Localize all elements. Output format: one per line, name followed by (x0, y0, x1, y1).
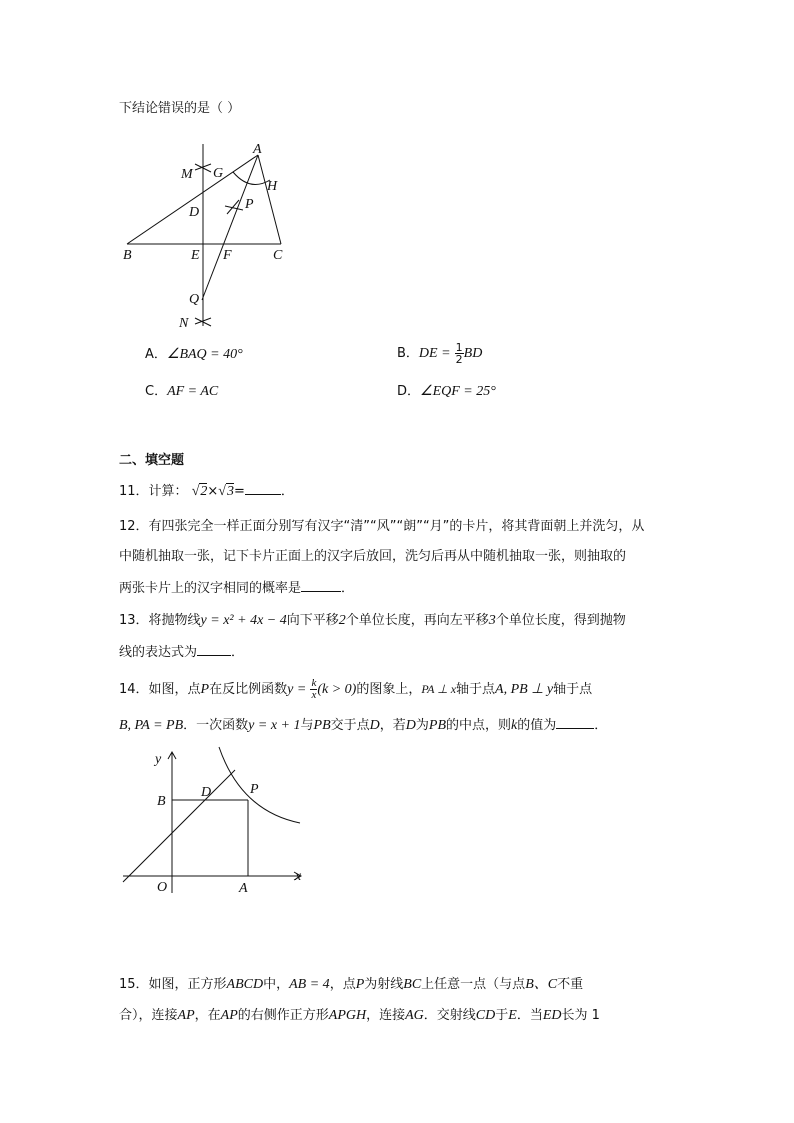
option-expr: AF = AC (167, 384, 219, 399)
label-P: P (250, 782, 259, 797)
option-expr-rhs: BD (463, 346, 483, 361)
label-F: F (223, 248, 232, 263)
answer-blank[interactable] (245, 482, 281, 495)
label-N: N (179, 316, 189, 331)
option-expr: ∠BAQ = 40° (166, 347, 243, 362)
fraction: $\frac{k}{x}$ (311, 677, 317, 701)
sqrt-3: √3 (218, 484, 234, 499)
label-D: D (189, 205, 200, 220)
label-H: H (267, 179, 278, 194)
label-A: A (253, 142, 262, 157)
label-D: D (201, 785, 212, 800)
q14-line2: B, PA = PB．一次函数y = x + 1与PB交于点D，若D为PB的中点，则k的值为 ． (119, 718, 608, 733)
label-y: y (155, 752, 162, 767)
option-letter: C． (145, 384, 168, 399)
label-A: A (239, 881, 248, 896)
q10-option-a[interactable] (145, 346, 243, 364)
q14-line1: 14．如图，点P在反比例函数y = $\frac{k}{x}$ (k > 0)的图象上，PA ⊥ x轴于点A, PB ⊥ y轴于点 (119, 677, 593, 701)
sqrt-2: √2 (191, 484, 208, 499)
option-letter: B． (397, 346, 419, 361)
answer-blank[interactable] (556, 716, 594, 729)
q13-line2: 线的表达式为 ． (119, 645, 245, 660)
label-B: B (123, 248, 132, 263)
q14-coordinate-figure (115, 745, 315, 900)
label-G: G (213, 166, 224, 181)
option-letter: A． (145, 347, 167, 362)
q10-option-d[interactable] (397, 383, 496, 401)
q12-line2: 中随机抽取一张，记下卡片正面上的汉字后放回，洗匀后再从中随机抽取一张，则抽取的 (119, 549, 627, 564)
label-O: O (157, 880, 168, 895)
answer-blank[interactable] (197, 643, 231, 656)
q15-line1: 15．如图，正方形ABCD中，AB = 4，点P为射线BC上任意一点（与点B、C不重 (119, 977, 584, 992)
option-expr-lhs: DE = (418, 346, 451, 361)
section-title: 二、填空题 (119, 453, 185, 468)
q13-line1: 13．将抛物线y = x² + 4x − 4向下平移2个单位长度，再向左平移3个单位长度，得到抛物 (119, 613, 626, 628)
q10-stem-tail: 下结论错误的是（ ） (119, 101, 241, 116)
label-M: M (181, 167, 193, 182)
label-B: B (157, 794, 166, 809)
q15-line2: 合），连接AP，在AP的右侧作正方形APGH，连接AG．交射线CD于E．当ED长为 1 (119, 1008, 600, 1023)
q12-line1: 12．有四张完全一样正面分别写有汉字“清”“风”“朗”“月”的卡片，将其背面朝上并洗匀，从 (119, 519, 645, 534)
q11: 11．计算： √2×√3= ． (119, 484, 294, 499)
option-expr: ∠EQF = 25° (420, 384, 496, 399)
label-E: E (191, 248, 200, 263)
label-C: C (273, 248, 283, 263)
q12-line3: 两张卡片上的汉字相同的概率是 ． (119, 581, 355, 596)
option-letter: D． (397, 384, 421, 399)
q10-option-b[interactable] (397, 342, 482, 365)
answer-blank[interactable] (301, 579, 341, 592)
label-Q: Q (189, 292, 200, 307)
label-x: x (295, 869, 302, 884)
q10-option-c[interactable] (145, 383, 218, 401)
q10-triangle-figure (115, 140, 305, 335)
label-P: P (245, 197, 254, 212)
fraction: $\frac{1}{2}$ (455, 341, 463, 366)
